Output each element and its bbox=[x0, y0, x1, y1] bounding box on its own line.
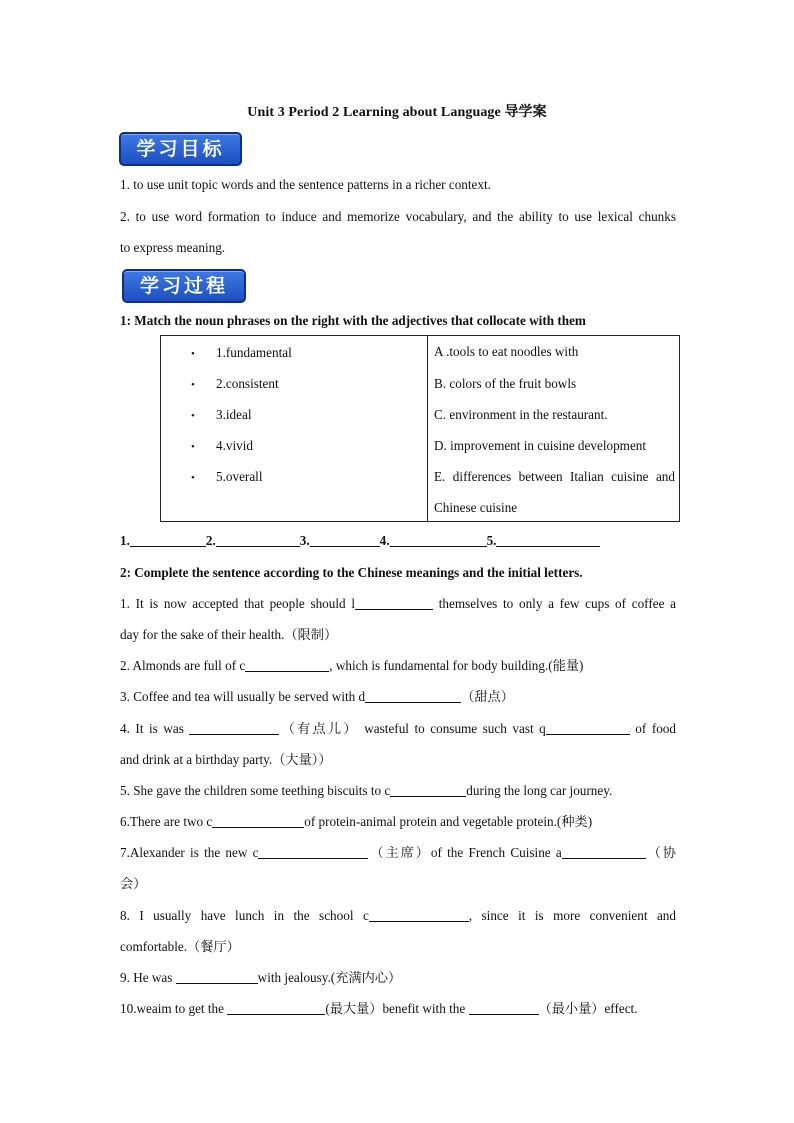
fill-blank[interactable] bbox=[176, 970, 258, 984]
sentence-9: 9. He was with jealousy.(充满内心） bbox=[120, 970, 402, 985]
phrase-item: A .tools to eat noodles with bbox=[434, 344, 579, 359]
answer-blank-1[interactable] bbox=[130, 533, 206, 547]
sentence-7-continued: 会） bbox=[120, 876, 147, 891]
answer-blank-5[interactable] bbox=[496, 533, 600, 547]
goal-1: 1. to use unit topic words and the sentence patterns in a richer context. bbox=[120, 177, 491, 192]
adjective-item: 4.vivid bbox=[216, 438, 253, 453]
learning-goals-banner: 学习目标 bbox=[119, 132, 242, 166]
fill-blank[interactable] bbox=[562, 845, 646, 859]
fill-blank[interactable] bbox=[469, 1001, 539, 1015]
sentence-8: 8. I usually have lunch in the school c , since it is more convenient and bbox=[120, 908, 676, 923]
fill-blank[interactable] bbox=[245, 658, 329, 672]
answer-label: 2. bbox=[205, 533, 216, 548]
fill-blank[interactable] bbox=[355, 596, 433, 610]
phrase-item: E. differences between Italian cuisine and bbox=[434, 469, 675, 484]
fill-blank[interactable] bbox=[546, 721, 630, 735]
adjective-item: 1.fundamental bbox=[216, 345, 292, 360]
answer-blank-4[interactable] bbox=[390, 533, 487, 547]
fill-blank[interactable] bbox=[258, 845, 368, 859]
sentence-10: 10.weaim to get the (最大量）benefit with the （最小量）effect. bbox=[120, 1001, 638, 1016]
sentence-2: 2. Almonds are full of c , which is fundamental for body building.(能量) bbox=[120, 658, 584, 673]
table-divider bbox=[427, 336, 428, 521]
answer-label: 1. bbox=[120, 533, 130, 548]
document-title: Unit 3 Period 2 Learning about Language 导学案 bbox=[247, 105, 547, 120]
goal-2: 2. to use word formation to induce and memorize vocabulary, and the ability to use lexical chunks bbox=[120, 209, 676, 224]
sentence-3: 3. Coffee and tea will usually be served with d （甜点） bbox=[120, 689, 514, 704]
fill-blank[interactable] bbox=[369, 908, 469, 922]
bullet: • bbox=[191, 472, 195, 484]
bullet: • bbox=[191, 379, 195, 391]
answer-label: 5. bbox=[486, 533, 497, 548]
fill-blank[interactable] bbox=[212, 814, 304, 828]
sentence-1: 1. It is now accepted that people should l themselves to only a few cups of coffee a bbox=[120, 596, 676, 611]
answer-blank-3[interactable] bbox=[310, 533, 380, 547]
answer-label: 3. bbox=[299, 533, 310, 548]
adjective-item: 5.overall bbox=[216, 469, 263, 484]
sentence-4: 4. It is was （有点儿） wasteful to consume such vast q of food bbox=[120, 721, 676, 736]
sentence-8-continued: comfortable.（餐厅） bbox=[120, 939, 240, 954]
learning-process-banner: 学习过程 bbox=[122, 269, 246, 303]
answer-label: 4. bbox=[379, 533, 390, 548]
phrase-item: B. colors of the fruit bowls bbox=[434, 376, 577, 391]
fill-blank[interactable] bbox=[365, 689, 461, 703]
sentence-7: 7.Alexander is the new c （主席）of the French Cuisine a （协 bbox=[120, 845, 676, 860]
phrase-item: D. improvement in cuisine development bbox=[434, 438, 647, 453]
answer-blank-2[interactable] bbox=[216, 533, 300, 547]
bullet: • bbox=[191, 348, 195, 360]
fill-blank[interactable] bbox=[189, 721, 279, 735]
matching-table bbox=[160, 335, 680, 522]
fill-blank[interactable] bbox=[390, 783, 466, 797]
fill-blank[interactable] bbox=[227, 1001, 325, 1015]
task1-answer-line bbox=[120, 532, 676, 549]
sentence-6: 6.There are two c of protein-animal protein and vegetable protein.(种类) bbox=[120, 814, 593, 829]
task2-heading: 2: Complete the sentence according to the Chinese meanings and the initial letters. bbox=[120, 565, 583, 580]
bullet: • bbox=[191, 441, 195, 453]
sentence-5: 5. She gave the children some teething biscuits to c during the long car journey. bbox=[120, 783, 613, 798]
task1-heading: 1: Match the noun phrases on the right with the adjectives that collocate with them bbox=[120, 313, 586, 328]
bullet: • bbox=[191, 410, 195, 422]
adjective-item: 3.ideal bbox=[216, 407, 252, 422]
phrase-item: Chinese cuisine bbox=[434, 500, 518, 515]
phrase-item: C. environment in the restaurant. bbox=[434, 407, 608, 422]
sentence-1-continued: day for the sake of their health.（限制） bbox=[120, 627, 338, 642]
adjective-item: 2.consistent bbox=[216, 376, 279, 391]
sentence-4-continued: and drink at a birthday party.（大量）） bbox=[120, 752, 332, 767]
goal-2-continued: to express meaning. bbox=[120, 240, 226, 255]
